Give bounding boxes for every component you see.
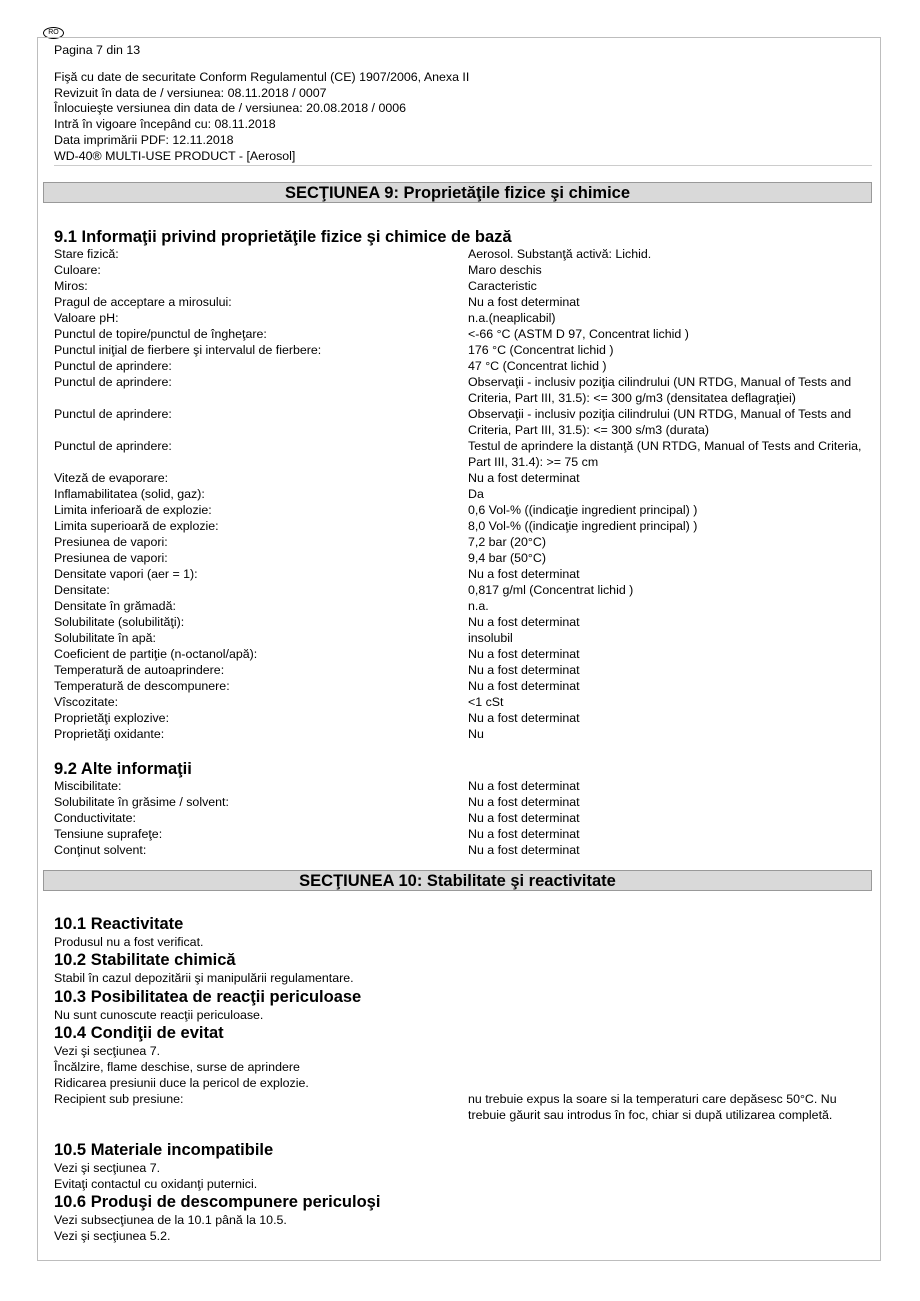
header-line: Fişă cu date de securitate Conform Regulamentul (CE) 1907/2006, Anexa II xyxy=(54,70,470,84)
paragraph: Evitaţi contactul cu oxidanţi puternici. xyxy=(54,1177,258,1191)
property-label: Stare fizică: xyxy=(54,247,119,261)
property-value: 8,0 Vol-% ((indicaţie ingredient principal) ) xyxy=(468,519,698,533)
property-row xyxy=(54,630,872,646)
property-row xyxy=(54,342,872,358)
property-row xyxy=(54,678,872,694)
property-value: Nu a fost determinat xyxy=(468,663,580,677)
property-value: Nu a fost determinat xyxy=(468,711,580,725)
property-label: Presiunea de vapori: xyxy=(54,535,168,549)
header-line: Data imprimării PDF: 12.11.2018 xyxy=(54,132,234,147)
property-row xyxy=(54,550,872,566)
paragraph: Vezi şi secţiunea 7. xyxy=(54,1161,161,1175)
paragraph: Stabil în cazul depozitării şi manipulării regulamentare. xyxy=(54,971,354,985)
subsection-10-1-title: 10.1 Reactivitate xyxy=(54,915,184,933)
property-row xyxy=(54,534,872,550)
property-label: Punctul iniţial de fierbere şi intervalul de fierbere: xyxy=(54,343,322,357)
paragraph: Vezi şi secţiunea 5.2. xyxy=(54,1229,171,1243)
property-row xyxy=(54,246,872,262)
paragraph: Vezi subsecţiunea de la 10.1 până la 10.5. xyxy=(54,1213,287,1227)
property-value: Nu a fost determinat xyxy=(468,295,580,309)
page-number: Pagina 7 din 13 xyxy=(54,43,141,57)
property-value: Nu xyxy=(468,727,484,741)
language-badge: RO xyxy=(43,27,64,39)
property-label: Densitate: xyxy=(54,583,110,597)
property-row xyxy=(54,842,872,858)
property-label: Conductivitate: xyxy=(54,811,136,825)
subsection-9-1-title: 9.1 Informaţii privind proprietăţile fizice şi chimice de bază xyxy=(54,228,512,246)
subsection-10-5-title: 10.5 Materiale incompatibile xyxy=(54,1141,274,1159)
property-label: Punctul de topire/punctul de îngheţare: xyxy=(54,327,267,341)
property-value: Observaţii - inclusiv poziţia cilindrului (UN RTDG, Manual of Tests and Criteria, Part III, 31.5): <= 300 s/m3 (durata) xyxy=(468,407,852,437)
property-label: Tensiune suprafeţe: xyxy=(54,827,163,841)
property-row xyxy=(54,694,872,710)
property-value: Maro deschis xyxy=(468,263,542,277)
property-row xyxy=(54,470,872,486)
property-label: Temperatură de descompunere: xyxy=(54,679,230,693)
property-value: Nu a fost determinat xyxy=(468,827,580,841)
pressure-warning-row xyxy=(54,1091,872,1123)
property-value: 7,2 bar (20°C) xyxy=(468,535,546,549)
paragraph: Nu sunt cunoscute reacţii periculoase. xyxy=(54,1008,264,1022)
property-row xyxy=(54,438,872,470)
property-value: <1 cSt xyxy=(468,695,504,709)
property-value: n.a. xyxy=(468,599,489,613)
property-row xyxy=(54,778,872,794)
property-label: Solubilitate (solubilităţi): xyxy=(54,615,185,629)
paragraph: Vezi şi secţiunea 7. xyxy=(54,1044,161,1058)
property-value: Da xyxy=(468,487,484,501)
property-label: Solubilitate în grăsime / solvent: xyxy=(54,795,229,809)
property-value: insolubil xyxy=(468,631,513,645)
property-value: 0,6 Vol-% ((indicaţie ingredient principal) ) xyxy=(468,503,698,517)
paragraph: Încălzire, flame deschise, surse de aprindere xyxy=(54,1060,300,1074)
property-value: Observaţii - inclusiv poziţia cilindrului (UN RTDG, Manual of Tests and Criteria, Part III, 31.5): <= 300 g/m3 (densitatea deflagraţiei) xyxy=(468,375,852,405)
property-label: Densitate vapori (aer = 1): xyxy=(54,567,198,581)
property-row xyxy=(54,406,872,438)
property-value: n.a.(neaplicabil) xyxy=(468,311,556,325)
property-row xyxy=(54,598,872,614)
property-label: Limita superioară de explozie: xyxy=(54,519,219,533)
property-label: Temperatură de autoaprindere: xyxy=(54,663,225,677)
property-row xyxy=(54,582,872,598)
property-label: Punctul de aprindere: xyxy=(54,359,172,373)
header-divider xyxy=(54,165,872,166)
property-row xyxy=(54,826,872,842)
property-label: Solubilitate în apă: xyxy=(54,631,156,645)
property-value: Aerosol. Substanţă activă: Lichid. xyxy=(468,247,652,261)
property-row xyxy=(54,726,872,742)
property-value: nu trebuie expus la soare si la temperaturi care depăsesc 50°C. Nu trebuie găurit sau introdus în foc, chiar si după utilizarea completă. xyxy=(468,1092,837,1122)
property-label: Inflamabilitatea (solid, gaz): xyxy=(54,487,205,501)
property-label: Coeficient de partiţie (n-octanol/apă): xyxy=(54,647,258,661)
subsection-10-4-title: 10.4 Condiţii de evitat xyxy=(54,1024,224,1042)
header-line: Revizuit în data de / versiunea: 08.11.2018 / 0007 xyxy=(54,85,327,100)
property-row xyxy=(54,486,872,502)
property-label: Proprietăţi oxidante: xyxy=(54,727,165,741)
property-label: Recipient sub presiune: xyxy=(54,1092,184,1106)
property-label: Punctul de aprindere: xyxy=(54,439,172,453)
paragraph: Ridicarea presiunii duce la pericol de explozie. xyxy=(54,1076,309,1090)
property-value: 47 °C (Concentrat lichid ) xyxy=(468,359,607,373)
property-label: Vîscozitate: xyxy=(54,695,119,709)
property-value: Nu a fost determinat xyxy=(468,779,580,793)
property-row xyxy=(54,614,872,630)
section-10-title: SECŢIUNEA 10: Stabilitate şi reactivitate xyxy=(43,870,872,891)
property-value: 0,817 g/ml (Concentrat lichid ) xyxy=(468,583,634,597)
property-label: Limita inferioară de explozie: xyxy=(54,503,212,517)
property-row xyxy=(54,810,872,826)
property-label: Valoare pH: xyxy=(54,311,119,325)
property-row xyxy=(54,262,872,278)
property-row xyxy=(54,374,872,406)
property-value: Testul de aprindere la distanţă (UN RTDG, Manual of Tests and Criteria, Part III, 31.4): >= 75 cm xyxy=(468,439,862,469)
subsection-9-2-title: 9.2 Alte informaţii xyxy=(54,760,192,778)
property-label: Culoare: xyxy=(54,263,101,277)
property-row xyxy=(54,358,872,374)
property-value: Nu a fost determinat xyxy=(468,615,580,629)
properties-table xyxy=(54,246,872,742)
property-row xyxy=(54,794,872,810)
property-row xyxy=(54,662,872,678)
property-value: Caracteristic xyxy=(468,279,537,293)
subsection-10-3-title: 10.3 Posibilitatea de reacţii periculoase xyxy=(54,988,362,1006)
property-label: Presiunea de vapori: xyxy=(54,551,168,565)
paragraph: Produsul nu a fost verificat. xyxy=(54,935,204,949)
property-label: Pragul de acceptare a mirosului: xyxy=(54,295,232,309)
property-row xyxy=(54,294,872,310)
property-row xyxy=(54,278,872,294)
property-row xyxy=(54,502,872,518)
property-value: Nu a fost determinat xyxy=(468,811,580,825)
property-row xyxy=(54,310,872,326)
header-line: Intră în vigoare începând cu: 08.11.2018 xyxy=(54,117,276,132)
property-label: Viteză de evaporare: xyxy=(54,471,169,485)
property-label: Conţinut solvent: xyxy=(54,843,147,857)
property-value: 9,4 bar (50°C) xyxy=(468,551,546,565)
property-label: Densitate în grămadă: xyxy=(54,599,176,613)
property-label: Proprietăţi explozive: xyxy=(54,711,170,725)
property-row xyxy=(54,326,872,342)
property-row xyxy=(54,710,872,726)
document-header xyxy=(54,70,469,164)
property-value: Nu a fost determinat xyxy=(468,795,580,809)
subsection-10-6-title: 10.6 Produşi de descompunere periculoşi xyxy=(54,1193,381,1211)
property-value: Nu a fost determinat xyxy=(468,567,580,581)
property-row xyxy=(54,518,872,534)
property-row xyxy=(54,646,872,662)
property-value: Nu a fost determinat xyxy=(468,471,580,485)
other-info-table xyxy=(54,778,872,858)
property-row xyxy=(54,566,872,582)
property-value: <-66 °C (ASTM D 97, Concentrat lichid ) xyxy=(468,327,689,341)
property-value: Nu a fost determinat xyxy=(468,843,580,857)
section-9-title: SECŢIUNEA 9: Proprietăţile fizice şi chimice xyxy=(43,182,872,203)
header-line: WD-40® MULTI-USE PRODUCT - [Aerosol] xyxy=(54,148,296,163)
subsection-10-2-title: 10.2 Stabilitate chimică xyxy=(54,951,236,969)
property-value: Nu a fost determinat xyxy=(468,647,580,661)
property-value: Nu a fost determinat xyxy=(468,679,580,693)
property-label: Punctul de aprindere: xyxy=(54,407,172,421)
property-label: Miros: xyxy=(54,279,88,293)
property-label: Punctul de aprindere: xyxy=(54,375,172,389)
property-row xyxy=(54,1091,872,1123)
property-value: 176 °C (Concentrat lichid ) xyxy=(468,343,614,357)
header-line: Înlocuieşte versiunea din data de / versiunea: 20.08.2018 / 0006 xyxy=(54,101,407,116)
property-label: Miscibilitate: xyxy=(54,779,122,793)
